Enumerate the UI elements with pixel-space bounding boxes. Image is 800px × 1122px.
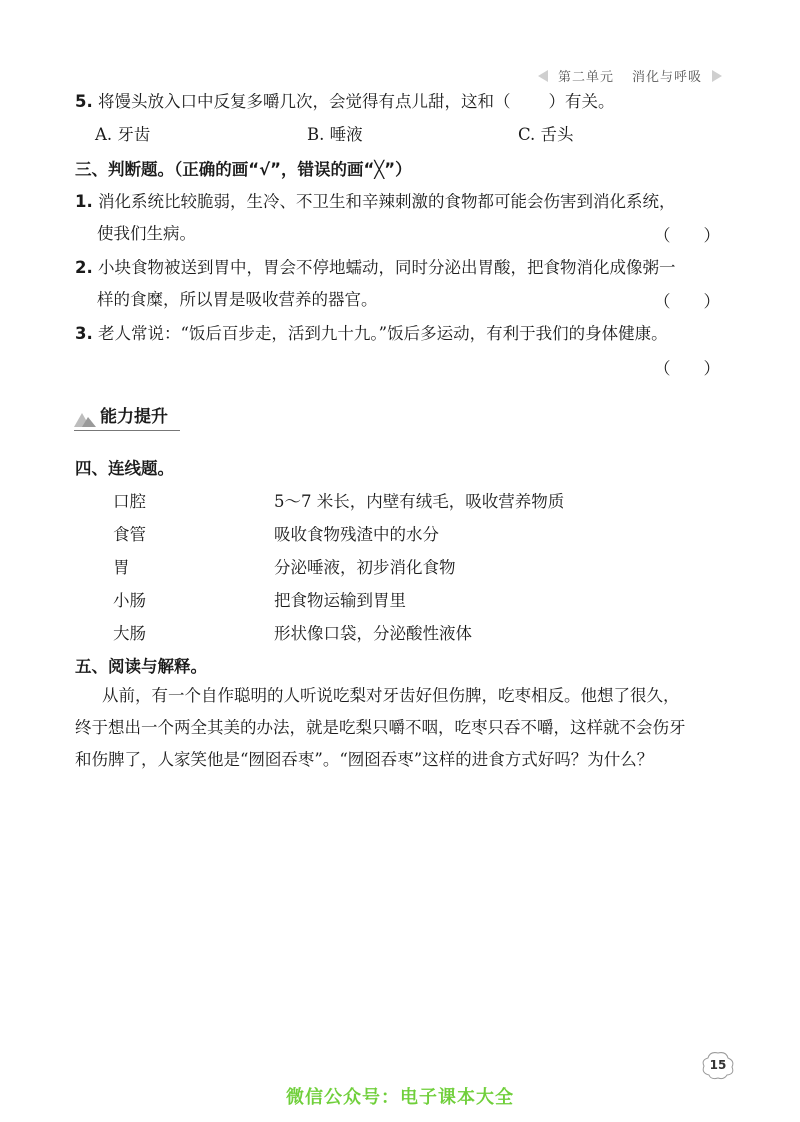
topic-label: 消化与呼吸 <box>631 70 702 85</box>
item-text: 消化系统比较脆弱，生冷、不卫生和辛辣刺激的食物都可能会伤害到消化系统， <box>98 192 676 211</box>
function-item[interactable]: 分泌唾液，初步消化食物 <box>274 558 456 577</box>
reading-paragraph-line: 终于想出一个两全其美的办法，就是吃梨只嚼不咽，吃枣只吞不嚼，这样就不会伤牙 <box>75 718 686 737</box>
page-number: 15 <box>709 1058 727 1072</box>
item-text: 小块食物被送到胃中，胃会不停地蠕动，同时分泌出胃酸，把食物消化成像粥一 <box>98 258 676 277</box>
mountain-icon <box>74 409 96 427</box>
ability-section-header <box>74 402 180 431</box>
answer-blank-3[interactable]: （ ） <box>654 359 720 378</box>
option-a: A. 牙齿 <box>95 125 151 144</box>
judge-item-2-line1 <box>75 256 676 280</box>
header-left-triangle-icon <box>538 70 548 82</box>
organ-item[interactable]: 口腔 <box>113 492 146 511</box>
item-number: 3. <box>75 324 93 343</box>
item-text: 老人常说：“饭后百步走，活到九十九。”饭后多运动，有利于我们的身体健康。 <box>98 324 668 343</box>
question-number: 5. <box>75 92 93 111</box>
question-text-after: ）有关。 <box>548 92 615 111</box>
function-item[interactable]: 吸收食物残渣中的水分 <box>274 525 439 544</box>
function-item[interactable]: 5～7 米长，内壁有绒毛，吸收营养物质 <box>274 492 565 511</box>
organ-item[interactable]: 胃 <box>113 558 130 577</box>
section-4-title: 四、连线题。 <box>75 459 174 478</box>
judge-item-2-line2: 样的食糜，所以胃是吸收营养的器官。 <box>97 290 378 309</box>
judge-item-1-line1 <box>75 190 676 214</box>
ability-title: 能力提升 <box>100 407 168 427</box>
item-number: 1. <box>75 192 93 211</box>
function-item[interactable]: 把食物运输到胃里 <box>274 591 406 610</box>
option-c: C. 舌头 <box>518 125 574 144</box>
question-text-before: 将馒头放入口中反复多嚼几次，会觉得有点儿甜，这和（ <box>98 92 511 111</box>
reading-paragraph-line: 从前，有一个自作聪明的人听说吃梨对牙齿好但伤脾，吃枣相反。他想了很久， <box>102 686 680 705</box>
answer-blank-1[interactable]: （ ） <box>654 226 720 245</box>
section-5-title: 五、阅读与解释。 <box>75 657 207 676</box>
answer-blank-2[interactable]: （ ） <box>654 292 720 311</box>
option-b: B. 唾液 <box>307 125 363 144</box>
function-item[interactable]: 形状像口袋，分泌酸性液体 <box>274 624 472 643</box>
item-number: 2. <box>75 258 93 277</box>
question-5 <box>75 90 615 114</box>
page-header <box>538 66 722 85</box>
organ-item[interactable]: 大肠 <box>113 624 146 643</box>
organ-item[interactable]: 食管 <box>113 525 146 544</box>
section-3-title: 三、判断题。（正确的画“√”，错误的画“╳”） <box>75 160 412 179</box>
footer-watermark: 微信公众号：电子课本大全 <box>286 1087 514 1108</box>
reading-paragraph-line: 和伤脾了，人家笑他是“囫囵吞枣”。“囫囵吞枣”这样的进食方式好吗？为什么？ <box>75 750 654 769</box>
judge-item-3-line1 <box>75 322 668 346</box>
page-number-badge <box>700 1050 736 1080</box>
unit-label: 第二单元 <box>557 70 614 85</box>
judge-item-1-line2: 使我们生病。 <box>97 224 196 243</box>
organ-item[interactable]: 小肠 <box>113 591 146 610</box>
header-right-triangle-icon <box>712 70 722 82</box>
